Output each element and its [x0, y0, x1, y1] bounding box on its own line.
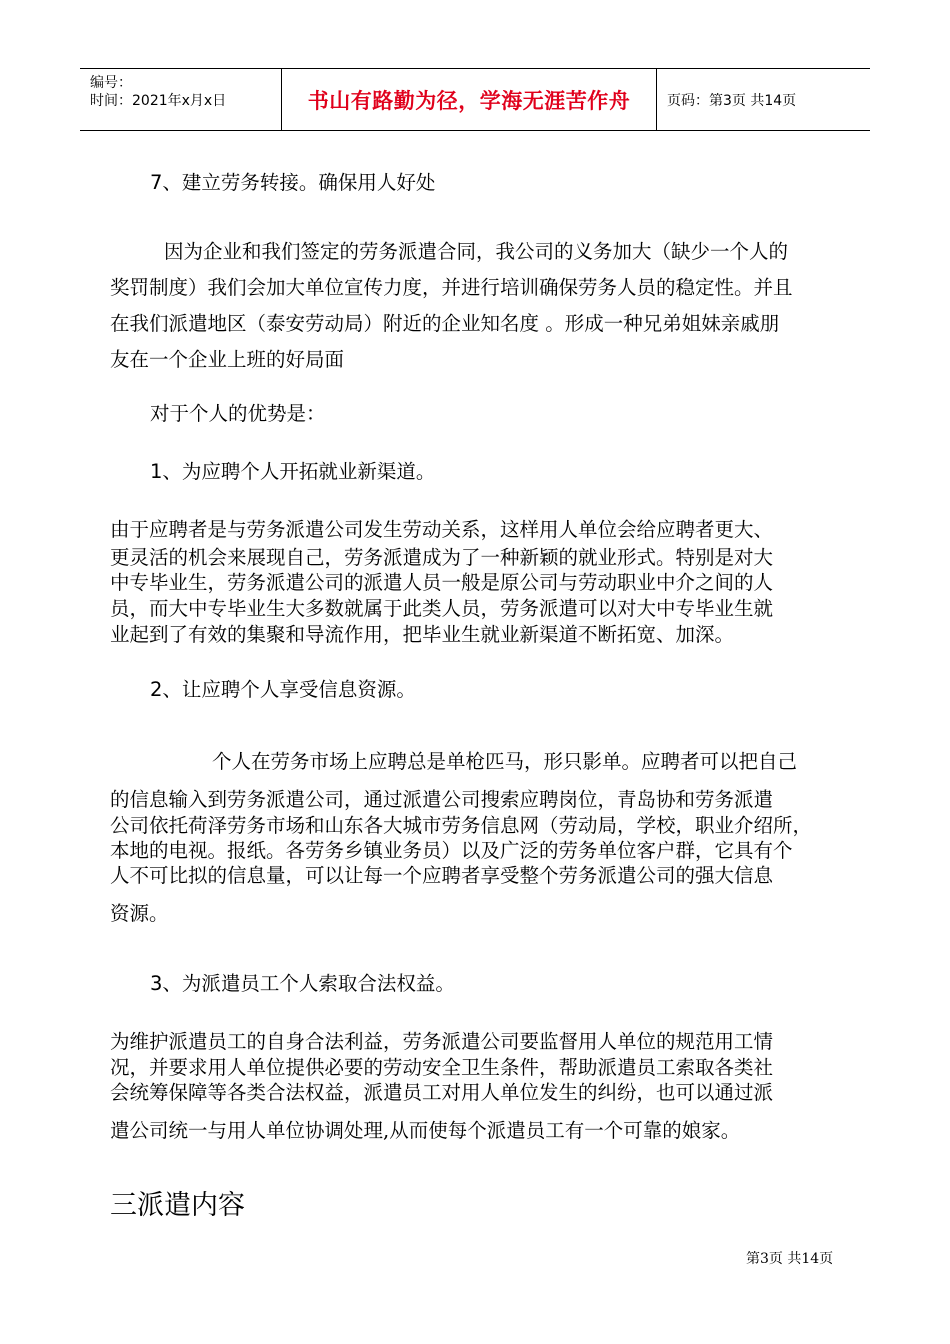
- heading-item-3: 3、为派遣员工个人索取合法权益。: [150, 972, 455, 995]
- document-number-label: 编号：: [90, 75, 132, 91]
- paragraph-line: 更灵活的机会来展现自己，劳务派遣成为了一种新颖的就业形式。特别是对大: [110, 546, 774, 569]
- paragraph-line: 由于应聘者是与劳务派遣公司发生劳动关系，这样用人单位会给应聘者更大、: [110, 518, 774, 541]
- heading-item-7: 7、建立劳务转接。确保用人好处: [150, 171, 436, 194]
- paragraph-line: 在我们派遣地区（泰安劳动局）附近的企业知名度 。形成一种兄弟姐妹亲戚朋: [110, 312, 780, 335]
- paragraph-line: 公司依托荷泽劳务市场和山东各大城市劳务信息网（劳动局，学校，职业介绍所，: [110, 814, 813, 837]
- document-date: 时间：2021年x月x日: [90, 93, 227, 109]
- paragraph-line: 员，而大中专毕业生大多数就属于此类人员，劳务派遣可以对大中专毕业生就: [110, 597, 774, 620]
- paragraph-line: 人不可比拟的信息量，可以让每一个应聘者享受整个劳务派遣公司的强大信息: [110, 864, 774, 887]
- paragraph-line: 会统筹保障等各类合法权益，派遣员工对用人单位发生的纠纷，也可以通过派: [110, 1081, 774, 1104]
- page-footer: 第3页 共14页: [746, 1251, 834, 1267]
- paragraph-line: 中专毕业生，劳务派遣公司的派遣人员一般是原公司与劳动职业中介之间的人: [110, 571, 774, 594]
- section-title: 三派遣内容: [110, 1190, 245, 1221]
- paragraph-line: 的信息输入到劳务派遣公司，通过派遣公司搜索应聘岗位，青岛协和劳务派遣: [110, 788, 774, 811]
- header-motto: 书山有路勤为径，学海无涯苦作舟: [282, 69, 657, 130]
- paragraph-line: 因为企业和我们签定的劳务派遣合同，我公司的义务加大（缺少一个人的: [164, 240, 789, 263]
- header-page-info: 页码：第3页 共14页: [667, 92, 797, 109]
- paragraph-line: 遣公司统一与用人单位协调处理,从而使每个派遣员工有一个可靠的娘家。: [110, 1119, 741, 1142]
- heading-item-1: 1、为应聘个人开拓就业新渠道。: [150, 460, 436, 483]
- paragraph-line: 奖罚制度）我们会加大单位宣传力度，并进行培训确保劳务人员的稳定性。并且: [110, 276, 793, 299]
- heading-item-2: 2、让应聘个人享受信息资源。: [150, 678, 416, 701]
- paragraph-line: 个人在劳务市场上应聘总是单枪匹马，形只影单。应聘者可以把自己: [212, 750, 798, 773]
- paragraph-line: 业起到了有效的集聚和导流作用，把毕业生就业新渠道不断拓宽、加深。: [110, 623, 735, 646]
- paragraph-line: 本地的电视。报纸。各劳务乡镇业务员）以及广泛的劳务单位客户群，它具有个: [110, 839, 793, 862]
- paragraph-line: 友在一个企业上班的好局面: [110, 348, 345, 371]
- paragraph-line: 为维护派遣员工的自身合法利益，劳务派遣公司要监督用人单位的规范用工情: [110, 1030, 774, 1053]
- page-header: [80, 68, 870, 131]
- header-meta: [80, 69, 282, 130]
- paragraph-line: 资源。: [110, 902, 169, 925]
- paragraph-line: 况，并要求用人单位提供必要的劳动安全卫生条件，帮助派遣员工索取各类社: [110, 1056, 774, 1079]
- subheading-advantages: 对于个人的优势是：: [150, 402, 326, 425]
